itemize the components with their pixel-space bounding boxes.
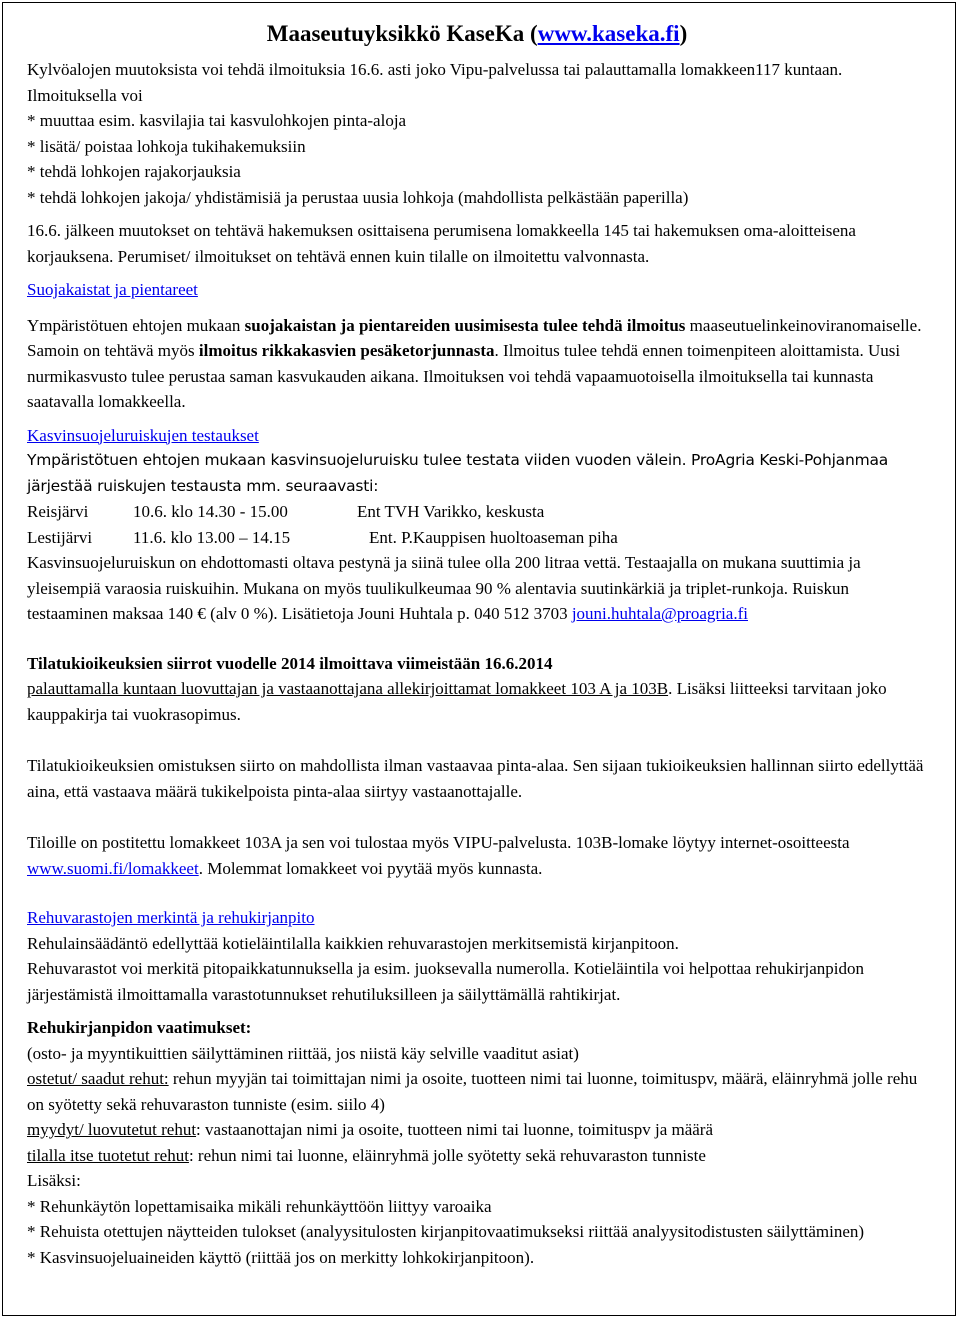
schedule-location: Ent. P.Kauppisen huoltoaseman piha <box>369 527 618 547</box>
text-run: Ympäristötuen ehtojen mukaan <box>27 315 245 335</box>
text-run: . Lisäksi liitteeksi tarvitaan joko kauppakirja tai vuokrasopimus. <box>27 679 887 724</box>
additional-label: Lisäksi: <box>27 1171 81 1190</box>
section-heading-buffer-strips[interactable] <box>27 277 927 303</box>
list-item: * Kasvinsuojeluaineiden käyttö (riittää jos on merkitty lohkokirjanpitoon). <box>27 1247 535 1267</box>
own-feeds-paragraph <box>27 1143 927 1169</box>
list-item: * Rehuista otettujen näytteiden tulokset (analyysitulosten kirjanpitovaatimukseksi riittää analyysitodistusten säilyttäminen) <box>27 1222 865 1241</box>
feed-storage-heading-link[interactable]: Rehuvarastojen merkintä ja rehukirjanpito <box>27 908 315 927</box>
list-item: * tehdä lohkojen rajakorjauksia <box>27 162 241 181</box>
schedule-row <box>27 499 927 525</box>
buffer-strips-heading-link[interactable]: Suojakaistat ja pientareet <box>27 280 198 299</box>
list-item: * lisätä/ poistaa lohkoja tukihakemuksiin <box>27 136 306 156</box>
sprayer-tests-intro <box>27 448 927 499</box>
forms-link[interactable]: www.suomi.fi/lomakkeet <box>27 858 199 878</box>
section-heading-sprayer-tests[interactable] <box>27 423 927 449</box>
section-heading-feed-storage[interactable] <box>27 905 927 931</box>
text-run: : rehun nimi tai luonne, eläinryhmä jolle syötetty sekä rehuvaraston tunniste <box>188 1145 706 1165</box>
bold-text-run: ilmoitus rikkakasvien pesäketorjunnasta <box>198 341 495 360</box>
entitlement-transfer-paragraph <box>27 676 927 727</box>
text-run: rehun myyjän tai toimittajan nimi ja osoite, tuotteen nimi tai luonne, toimituspv, määrä, eläinryhmä jolle rehu on syötetty sekä rehuvaraston tunniste (esim. siilo 4) <box>27 1069 918 1114</box>
feed-requirements-heading: Rehukirjanpidon vaatimukset: <box>27 1018 252 1037</box>
text-run: Kasvinsuojeluruiskun on ehdottomasti oltava pestynä ja siinä tulee olla 200 litraa vettä. Testaajalla on mukana suuttimia ja yleisempiä varaosia ruiskuihin. Mukana on myös tuulikulkeumaa 90 % alentavia suutinkärkiä ja triplet-runkoja. Ruiskun testaaminen maksaa 140 € (alv 0 %). Lisätietoja Jouni Huhtala p. 040 512 3703 <box>27 553 861 623</box>
list-item: * muuttaa esim. kasvilajia tai kasvulohkojen pinta-aloja <box>27 111 407 130</box>
underlined-label: tilalla itse tuotetut rehut <box>27 1145 189 1165</box>
schedule-time: 11.6. klo 13.00 – 14.15 <box>133 527 291 547</box>
sprayer-tests-body <box>27 550 927 627</box>
buffer-strips-paragraph <box>27 313 927 415</box>
schedule-time: 10.6. klo 14.30 - 15.00 <box>133 502 288 521</box>
title-text: Maaseutuyksikkö KaseKa ( <box>266 21 538 46</box>
text-run: maaseutuelinkeinoviranomaiselle. Samoin on tehtävä myös <box>27 315 922 360</box>
document-page <box>2 2 956 1316</box>
underlined-label: myydyt/ luovutetut rehut <box>27 1120 197 1139</box>
text-run: Ympäristötuen ehtojen mukaan kasvinsuojeluruisku tulee testata viiden vuoden välein. ProAgria Keski-Pohjanmaa järjestää ruiskujen testausta mm. seuraavasti: <box>27 451 889 495</box>
feed-storage-paragraph-1: Rehulainsäädäntö edellyttää kotieläintilalla kaikkien rehuvarastojen merkitsemistä kirjanpitoon. <box>27 933 679 953</box>
schedule-place: Lestijärvi <box>27 527 93 547</box>
crop-changes-intro: Kylvöalojen muutoksista voi tehdä ilmoituksia 16.6. asti joko Vipu-palvelussa tai palauttamalla lomakkeen117 kuntaan. Ilmoituksella voi <box>27 60 843 105</box>
feed-requirements-intro: (osto- ja myyntikuittien säilyttäminen riittää, jos niistä käy selville vaaditut asiat) <box>27 1043 579 1063</box>
document-body <box>27 17 927 1270</box>
entitlement-transfer-heading: Tilatukioikeuksien siirrot vuodelle 2014 ilmoittava viimeistään 16.6.2014 <box>27 653 553 673</box>
text-run: . Ilmoitus tulee tehdä ennen toimenpiteen aloittamista. Uusi nurmikasvusto tulee perustaa saman kasvukauden aikana. Ilmoituksen voi tehdä vapaamuotoisella ilmoituksella tai kunnasta saatavalla lomakkeella. <box>27 341 901 411</box>
ownership-transfer-paragraph: Tilatukioikeuksien omistuksen siirto on mahdollista ilman vastaavaa pinta-alaa. Sen sijaan tukioikeuksien hallinnan siirto edellyttää aina, että vastaava määrä tukikelpoista pinta-alaa siirtyy vastaanottajalle. <box>27 756 924 801</box>
underlined-label: ostetut/ saadut rehut: <box>27 1069 169 1088</box>
page-title <box>27 17 927 51</box>
schedule-place: Reisjärvi <box>27 502 89 521</box>
list-item: * tehdä lohkojen jakoja/ yhdistämisiä ja perustaa uusia lohkoja (mahdollista pelkästään paperilla) <box>27 187 689 207</box>
list-item: * Rehunkäytön lopettamisaika mikäli rehunkäyttöön liittyy varoaika <box>27 1196 492 1216</box>
email-link[interactable]: jouni.huhtala@proagria.fi <box>571 604 748 623</box>
text-run: Tiloille on postitettu lomakkeet 103A ja sen voi tulostaa myös VIPU-palvelusta. 103B-lomake löytyy internet-osoitteesta <box>27 833 850 852</box>
text-run: : vastaanottajan nimi ja osoite, tuotteen nimi tai luonne, toimituspv ja määrä <box>196 1120 714 1139</box>
forms-paragraph <box>27 830 927 881</box>
sold-feeds-paragraph <box>27 1117 927 1143</box>
feed-storage-paragraph-2: Rehuvarastot voi merkitä pitopaikkatunnuksella ja esim. juoksevalla numerolla. Kotieläintila voi helpottaa rehukirjanpidon järjestämistä ilmoittamalla varastotunnukset rehutiluksilleen ja säilyttämällä rahtikirjat. <box>27 959 865 1004</box>
text-run: . Molemmat lomakkeet voi pyytää myös kunnasta. <box>198 858 543 878</box>
bought-feeds-paragraph <box>27 1066 927 1117</box>
title-suffix: ) <box>679 21 688 46</box>
schedule-location: Ent TVH Varikko, keskusta <box>357 502 545 521</box>
bold-text-run: suojakaistan ja pientareiden uusimisesta tulee tehdä ilmoitus <box>244 315 686 335</box>
schedule-row <box>27 525 927 551</box>
underlined-text-run: palauttamalla kuntaan luovuttajan ja vastaanottajana allekirjoittamat lomakkeet 103 A ja 103B <box>27 679 669 698</box>
kaseka-link[interactable]: www.kaseka.fi <box>537 21 680 46</box>
after-deadline-paragraph: 16.6. jälkeen muutokset on tehtävä hakemuksen osittaisena perumisena lomakkeella 145 tai hakemuksen oma-aloitteisena korjauksena. Perumiset/ ilmoitukset on tehtävä ennen kuin tilalle on ilmoitettu valvonnasta. <box>27 221 856 266</box>
sprayer-tests-heading-link[interactable]: Kasvinsuojeluruiskujen testaukset <box>27 425 259 445</box>
